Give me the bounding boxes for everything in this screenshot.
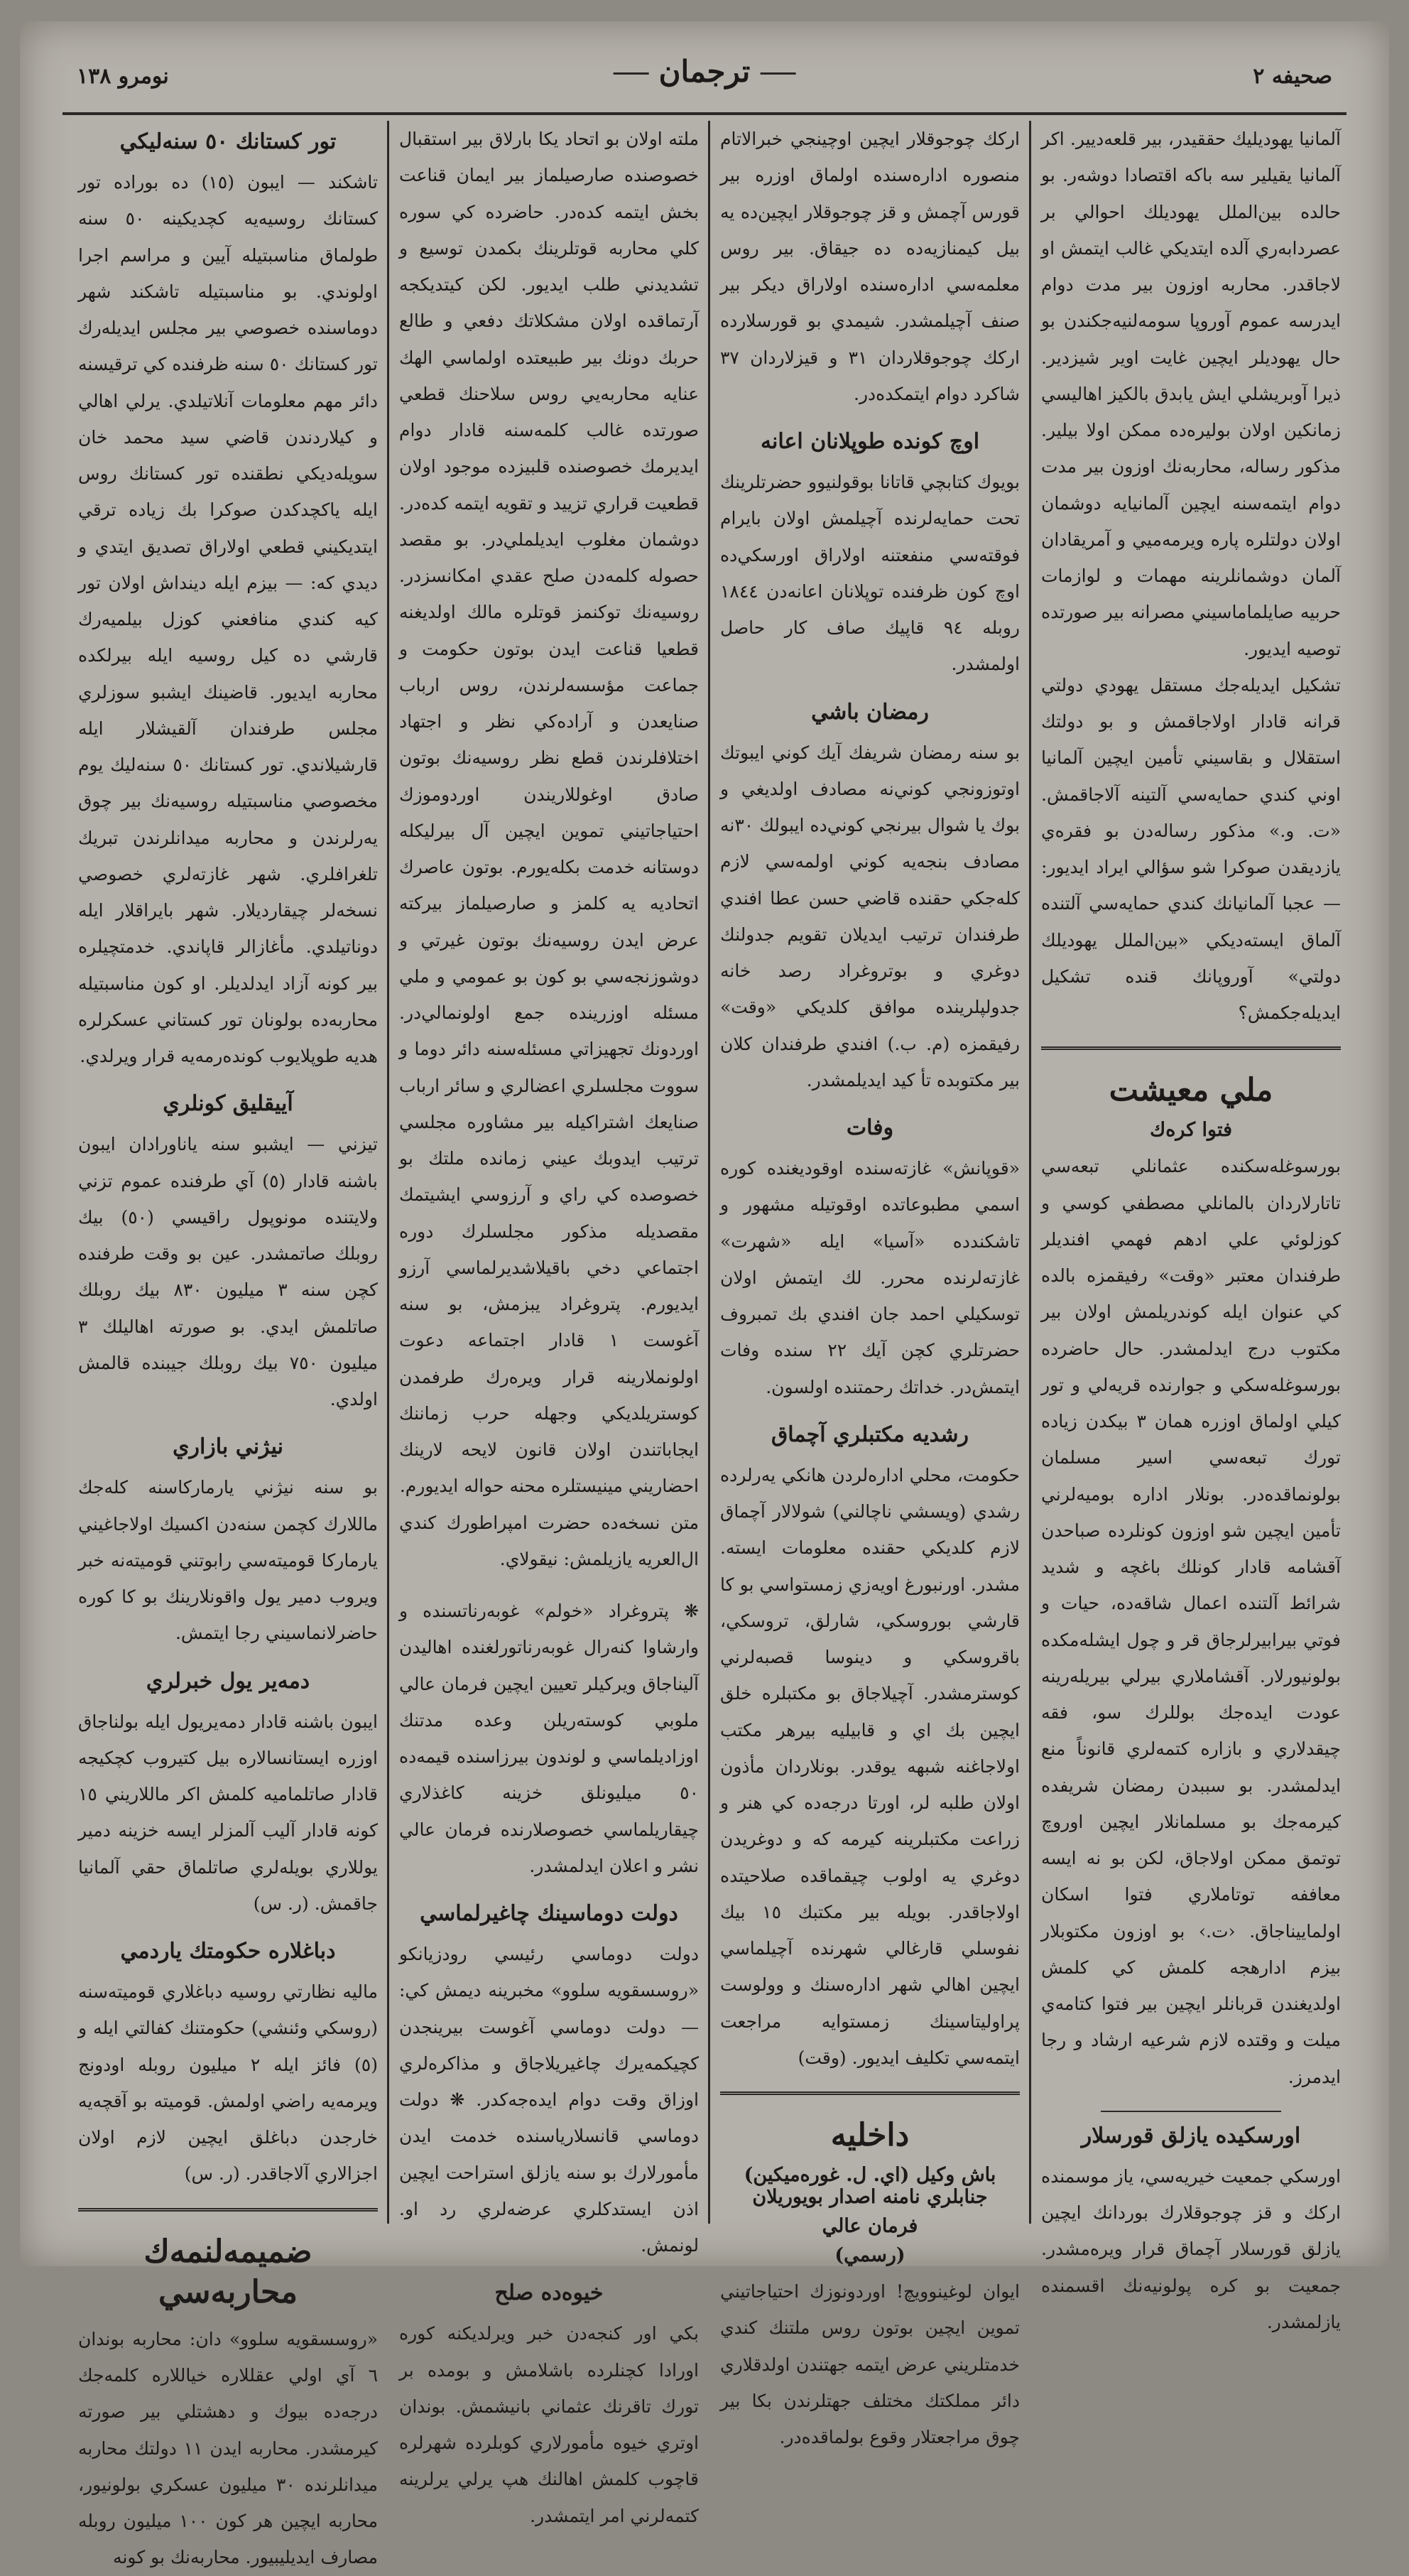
article-rescript [399,121,699,1577]
article-schools [720,1421,1020,2076]
issue-number: نومرو ١٣٨ [77,64,169,89]
article-body: آلمانيا يهوديليك حققيدر، بير قلعه‌ديير. اكر آلمانيا يقيلير سه باكه اقتصادا دوشه‌ر. بو حالده بين‌الملل يهوديلك احوالي بر عصردابه‌ري آلده ايتديكي غالب ايتمش او لاجاقدر. محاربه اوزون بير مدت دوام ايدرسه عموم آوروپا سومه‌لنيه‌جكندن بو حال يهوديلر ايچين غايت اوير شيزدير. ذيرا آوبريشلي ايش يابدق بالكيز اهاليسي زمانكين اولان بوليره‌ده ممكن اولا بيلير. مذكور رساله، محاربه‌نك اوزون بير مدت دوام ايتمه‌سنه ايچين آلمانيايه دوشمان اولان دولتلره پاره ويرمه‌ميي و آمريقادان آلمان دوشمانلرينه مهمات و لوازمات حربيه صايلماماسيني مصرانه بير صورتده توصيه ايديور. [1041,129,1341,659]
article-title: اورسكيده يازلق قورسلار [1081,2123,1301,2148]
column-2 [714,121,1026,2448]
article-title: رمضان باشي [811,699,929,725]
article-sobriety [78,1090,378,1417]
article-body: تيزني — ايشبو سنه ياناورادان ايبون باشنه قادار (٥) آي طرفنده عموم تزني ولايتنده مونوپول راقيسي (٥٠) بيك روبلك صاتمشدر. عين بو وقت طرفنده كچن سنه ٣ ميليون ٨٣٠ بيك روبلك صاتلمش ايدي. بو صورته اهاليلك ٣ ميليون ٧٥٠ بيك روبلك جيبنده قالمش اولدي. [78,1134,379,1409]
article-orsk-courses [1041,2122,1341,2340]
article-ramadan [720,698,1020,1099]
article-body: حكومت، محلي اداره‌لردن هانكي يه‌رلرده رشدي (ويسشي ناچالني) شولالار آچماق لازم كلديكي حقنده معلومات ايسته. مشدر. اورنبورغ اويه‌زي زمستواسي بو كا قارشي بوروسكي، شارلق، تروسكي، باقروسكي و دينوسا قصبه‌لرني كوسترمشدر. آچيلاجاق بو مكتبلره خلق ايچين بك اي و قابيليه بيرهر مكتب اولاجاغنه شبهه يوقدر. بونلاردان مأذون اولان طلبه لر، اورتا درجه‌ده كي هنر و زراعت مكتبلرينه كيرمه كه و دوغريدن دوغري يه اولوب چيقماقده صلاحيتده اولاجاقدر. بويله بير مكتبك ١٥ بيك نفوسلي قارغالي شهرنده آچيلماسي ايچين اهالي شهر اداره‌سنك و وولوست پراوليتاسينك زمستوايه مراجعت ايتمه‌سي تكليف ايديور. (وقت) [720,1464,1020,2068]
article-title: اوچ كونده طوپلانان اعانه [760,429,980,454]
article-title: دولت دوماسينك چاغيرلماسي [420,1901,678,1926]
article-title: خيوه‌ده صلح [494,2280,604,2306]
columns [62,121,1347,2568]
article-subtitle: فتوا كره‌ك [1149,1119,1233,1142]
column-1 [1035,121,1347,2332]
article-divider [1101,2111,1280,2112]
article-courses-continued [720,121,1020,412]
article-signature: متن نسخه‌ده حضرت امپراطورك كندي ال‌العريه يازيلمش: نيقولاي. [399,1512,699,1569]
article-tanners [78,1937,378,2192]
section-heading: ضميمه‌لنمه‌ك محاربه‌سي [143,2233,312,2310]
article-body: تاشكند — ايبون (١٥) ده بوراده تور كستانك روسيه‌يه كچديكينه ٥٠ سنه طولماق مناسبتيله آيين و مراسم اجرا اولوندي. بو مناسبتيله تاشكند شهر دوماسنده خصوصي بير مجلس ايديله‌رك تور كستانك ٥٠ سنه ظرفنده كي ترقيسنه دائر مهم معلومات آنلاتيلدي. يرلي اهالي و كيلاردندن قاضي سيد محمد خان سويله‌ديكي نطقنده تور كستانك روس ايله ياكچدكدن صوكرا بك زياده ترقي ايتديكيني قطعي اولاراق تصديق ايتدي و ديدي كه: — بيزم ايله دينداش اولان تور كيه كندي منافعني كوزل بيلميه‌رك قارشي ده كيل روسيه ايله بيرلكده محاربه ايديور. قاضينك ايشبو سوزلري مجلس طرفندان آلقيشلار ايله قارشيلاندي. تور كستانك ٥٠ سنه‌ليك يوم مخصوصي مناسبتيله روسيه‌نك بير چوق يه‌رلرندن و محاربه ميدانلرندن تبريك تلغرافلري. شهر غازته‌لري خصوصي نسخه‌لر چيقارديلار. شهر بايراقلار ايله دوناتيلدي. مأغازالر قاپاندي. خدمتچيلره بير كونه آزاد ايدلديلر. او كون مناسبتيله محاربه‌ده بولونان تور كستاني عسكرلره هديه طوپلايوب كونده‌رمه‌يه قرار ويرلدي. [78,172,379,1066]
article-body: «قوپانش» غازته‌سنده اوقوديغنده كوره اسمي مطبوعاتده اوقوتيله مشهور و تاشكندده «آسيا» ايله «شهرت» غازته‌لرنده محرر. لك ايتمش اولان توسكيلي احمد جان افندي بك تمبروف حضرتلري كچن آيك ٢٢ سنده وفات ايتمش‌در. خداتك رحمتنده اولسون. [720,1158,1020,1397]
article-donations [720,428,1020,683]
article-war [78,2231,378,2576]
article-body: بورسوغله‌سكنده عثمانلي تبعه‌سي تاتارلاردان بالمانلي مصطفي كوسي و كوزلوئي علي ادهم فهمي افنديلر طرفندان معتبر «وقت» رفيقمزه بالده كي عنوان ايله كوندريلمش اولان بير مكتوب درج ايدلمشدر. حال حاضرده بورسوغله‌سكي و جوارنده قريه‌لي و تور كيلي اولماق اوزره همان ٣ بيكدن زياده تورك تبعه‌سي اسير مسلمان بولونماقده‌در. بونلار اداره بوميه‌لرني تأمين ايچين شو اوزون كونلرده صباحدن آقشامه قادار كونلك باغچه و شديد شرائط آلتنده اعمال شاقه‌ده، حيات و فوتي بيرابيرلرجاق قر و چول ايشله‌مكده بولونيورلار. آقشاملاري بيرلي بيريله‌رينه عودت ايده‌جك بوللرك سو، فقه چيقدلاري و بازاره كتمه‌لري قانوناً منع ايدلمشدر. بو سببدن رمضان شريفده كيرمه‌جك بو مسلمانلار ايچين اوروچ توتمق ممكن اولاجاق، لكن بو نه ايسه معاففه توتاملاري فتوا اسكان اولماييناجاق. ‹ت.› بو اوزون مكتوبلار بيزم ادارهجه كلمش كي كلمش اولديغندن قربانلر ايچين بير فتوا كتامه‌ي ميلت و وقتده لازم شرعيه ارشاد و رجا ايدمرز. [1041,1156,1341,2087]
article-germany-jewry [1041,121,1341,1031]
article-petrograd [399,1593,699,1884]
article-obituary [720,1114,1020,1405]
article-body: بو سنه رمضان شريفك آيك كوني ايبوتك اوتوزونجي كوني‌نه مصادف اولديغي و بوك يا شوال بيرنجي كوني‌ده ايبولك ٣٠نه مصادف بنجه‌يه كوني اولمه‌سي لازم كله‌جكي حقنده قاضي حسن عطا افندي طرفندان ترتيب ايديلان تقويم جدولنك دوغري و بوتروغراد رصد خانه جدولپلرينده موافق كلديكي «وقت» رفيقمزه (م. ب.) افندي طرفندان كلان بير مكتوبده تأ كيد ايديلمشدر. [720,742,1020,1091]
article-title: آييقليق كونلري [163,1091,293,1117]
newspaper-title: ترجمان [609,54,800,89]
article-title: رشديه مكتبلري آچماق [771,1422,969,1447]
article-body: اورسكي جمعيت خيريه‌سي، ياز موسمنده اركك و قز چوجوقلارك بوردانك ايچين يازلق قورسلار آچماق قرار ويره‌مشدر. جمعيت بو كره پولونيه‌نك اقسمنده يازلمشدر. [1041,2165,1341,2332]
article-nizhny-fair [78,1433,378,1651]
article-note: (رسمي) [834,2244,905,2267]
section-divider [720,2091,1020,2095]
article-body: ملته اولان بو اتحاد يكا بارلاق بير استقبال خصوصنده صارصيلماز بير ايمان قناعت بخش ايتمه كده‌در. حاضرده كي سوره كلي محاربه قوتلرينك بكمدن توسيع و تشديدني طلب ايديور. لكن كيتديكجه آرتماقده اولان مشكلاتك دفعي و طالع حربك دونك بير طبيعتده اولماسي الهك عنايه محاربه‌يي روس سلاحنك قطعي صورتده غالب كلمه‌سنه قادار دوام ايديرمك خصوصنده قلبيزده موجود اولان قطعيت قراري تزييد و تقويه ايتمه كده‌در. دوشمان مغلوب ايديلملي‌در. بو مقصد حصوله كلمه‌دن صلح عقدي امكانسزدر. روسيه‌نك توكنمز قوتلره مالك اولديغنه قطعيا قناعت ايدن بوتون حكومت و جماعت مؤسسه‌لرندن، روس ارباب صنايعدن و آراده‌كي نظر و اجتهاد اختلافلرندن قطع نظر روسيه‌نك بوتون صادق اوغوللاريندن اوردوموزك احتياجاتيني تموين ايچين آل بيرليكله دوستانه خدمت بكله‌يورم. بوتون عاصرك اتحاديه يه كلمز و صارصيلماز بيركته عرض ايدن روسيه‌نك بوتون غيرتي و دوشوزنجه‌سي بو كون بو عمومي و ملي مسئله اوزرينده جمع اولونمالي‌در. اوردونك تجهيزاتي مسئله‌سنه دائر دوما و سووت مجلسلري اعضالري و سائر ارباب صنايعك اشتراكيله بير مشاوره مجلسي ترتيب ايدوبك عيني زمانده ملتك بو خصوصده كي راي و آرزوسي ايشيتمك مقصديله مذكور مجلسلرك دوره اجتماعي دخي باقيلاشديرلماسي آرزو ايديورم. پتروغراد يبزمش، بو سنه آغوست ١ قادار اجتماعه دعوت اولونملارينه قرار ويره‌رك طرفمدن كوستريلديكي وجهله حرب زماننك ايجاباتندن اولان قانون لايحه لارينك احضاريني مينيستلره محنه حواله ايديورم. [399,129,699,1497]
article-title: دمه‌ير يول خبرلري [146,1668,310,1694]
page-header [62,50,1347,114]
article-body: «روسسقويه سلوو» دان: محاربه بوندان ٦ آي اولي عقللاره خياللاره كلمه‌جك درجه‌ده بيوك و دهشتلي بير صورته كيرمشدر. محاربه ايدن ١١ دولتك محاربه ميدانلرنده ٣٠ ميليون عسكري بولونيور، محاربه ايچين هر كون ١٠٠ ميليون روبله مصارف ايديليبيور. محاربه‌نك بو كونه [78,2328,378,2568]
article-duma [399,1900,699,2263]
section-heading: داخليه [830,2117,910,2153]
page-number: صحيفه ٢ [1253,64,1332,89]
article-body: ايوان لوغينوويچ! اوردونوزك احتياجاتيني تموين ايچين بوتون روس ملتنك كندي خدمتلريني عرض ايتمه جهتندن اولدقلاري دائر مملكتك مختلف جهتلرندن بكا بير چوق مراجعتلار وقوع بولماقده‌در. [720,2281,1020,2448]
article-body: ❋ پتروغراد «خولم» غوبه‌رناتسنده و وارشاوا كنه‌رال غوبه‌رناتورلغنده اهاليدن آليناجاق ويركيلر تعيين ايچين فرمان عالي ملوبي كوسته‌ريلن وعده مدتنك اوزاديلماسي و لوندون بيرزاسنده قيمه‌ده ٥٠ ميليونلق خزينه كاغذلاري چيقاريلماسي خصوصلارنده فرمان عالي نشر و اعلان ايدلمشدر. [399,1601,699,1876]
section-divider [1041,1046,1341,1050]
article-title: نيژني بازاري [172,1434,284,1460]
column-divider [387,121,389,2224]
article-title: وفات [846,1115,894,1140]
article-railway [78,1667,378,1922]
article-subtitle: باش وكيل (اي. ل. غوره‌ميكين) جنابلري نامنه اصدار بويوريلان [744,2164,996,2209]
article-national-life [1041,1070,1341,2095]
article-body: بكي اور كنجه‌دن خبر ويرلديكنه كوره اورادا كچنلرده باشلامش و بومده بر تورك تاقرنك عثماني بانيشمش. بوندان اوتري خيوه مأمورلاري كوبلرده شهرلره قاچوب كلمش اهالنك هپ يرلي يرلرينه كتمه‌لرني امر ايتمشدر. [399,2323,699,2526]
article-body: بو سنه نيژني يارماركاسنه كله‌جك ماللارك كچمن سنه‌دن اكسيك اولاجاغيني يارماركا قوميته‌سي رابوتني قوميته‌نه خبر ويروب دمير يول واقونلارينك بو كا كوره حاضرلانماسيني رجا ايتمش. [78,1477,378,1644]
section-heading: ملي معيشت [1109,1072,1273,1109]
newspaper-page [20,21,1389,2568]
article-body: اركك چوجوقلار ايچين اوچينجي خبرالاتام منصوره اداره‌سنده اولماق اوزره بير قورس آچمش و قز چوجوقلار ايچين‌ده يه بيل كيمنازيه‌ده ده جيقاق. بير روس معلمه‌سي اداره‌سنده اولاراق ديكر بير صنف آچيلمشدر. شيمدي بو قورسلارده اركك چوجوقلاردان ٣١ و قيزلاردان ٣٧ شاكرد دوام ايتمكده‌در. [720,129,1020,404]
article-subtitle: فرمان عالي [822,2215,918,2238]
column-divider [708,121,710,2224]
article-body: ايبون باشنه قادار دمه‌يريول ايله بولناجاق اوزره ايستانسالاره بيل كتيروب كچكيجه قادار صاتلماميه كلمش اكر ماللاريني ١٥ كونه قادار آليب آلمزلر ايسه خزينه دمير يوللاري بويله‌لري صاتلماق حقي آلمانيا جاقمش. (ر. س) [78,1711,378,1914]
article-title: دباغلاره حكومتك ياردمي [120,1939,336,1964]
article-khiva [399,2279,699,2534]
column-4 [72,121,383,2568]
article-domestic [720,2115,1020,2455]
article-body: بويوك كتابچي قاتانا بوقولنيوو حضرتلرينك تحت حمايه‌لرنده آچيلمش اولان بايرام فوقته‌سي منفعتنه اولاراق اورسكي‌ده اوچ كون ظرفنده توپلانان اعانه‌دن ١٨٤٤ روبله ٩٤ قاپيك صاف كار حاصل اولمشدر. [720,472,1020,675]
article-title: تور كستانك ٥٠ سنه‌ليكي [119,129,337,154]
section-divider [78,2208,378,2212]
article-body: تشكيل ايديله‌جك مستقل يهودي دولتي قرانه قادار اولاجاقمش و بو دولتك استقلال و بقاسيني تأمين ايچين آلمانيا اوني كندي حمايه‌سي آلتينه آلاجاقمش. «ت. و.» مذكور رساله‌دن بو فقره‌ي يازديقدن صوكرا شو سؤالي ايراد ايديور: — عجبا آلمانيانك كندي حمايه‌سي آلتنده آلماق ايسته‌ديكي «بين‌الملل يهوديلك دولتي» آوروپانك قنده تشكيل ايديله‌جكمش؟ [1041,674,1341,1023]
header-rule [62,112,1347,115]
column-3 [393,121,704,2526]
column-divider [1029,121,1031,2224]
article-body: دولت دوماسي رئيسي رودزيانكو «روسسقويه سلوو» مخبرينه ديمش كي: — دولت دوماسي آغوست بيرينجدن كچيكمه‌يرك چاغيريلاجاق و مذاكره‌لري اوزاق وقت دوام ايده‌جه‌كدر. ❋ دولت دوماسي قانسلارياسنده خدمت ايدن مأمورلارك بو سنه يازلق استراحت ايچين اذن ايستدكلري عرضه‌لري رد او. لونمش. [399,1944,699,2256]
article-turkestan [78,128,378,1074]
article-body: ماليه نظارتي روسيه دباغلاري قوميته‌سنه (روسكي وئنشي) حكومتنك كفالتي ايله و (٥) فائز ايله ٢ ميليون روبله اودونج ويرمه‌يه راضي اولمش. قوميته بو آقچه‌يه خارجدن دباغلق ايچين لازم اولان اجزالاري آلاجاقدر. (ر. س) [78,1981,378,2185]
